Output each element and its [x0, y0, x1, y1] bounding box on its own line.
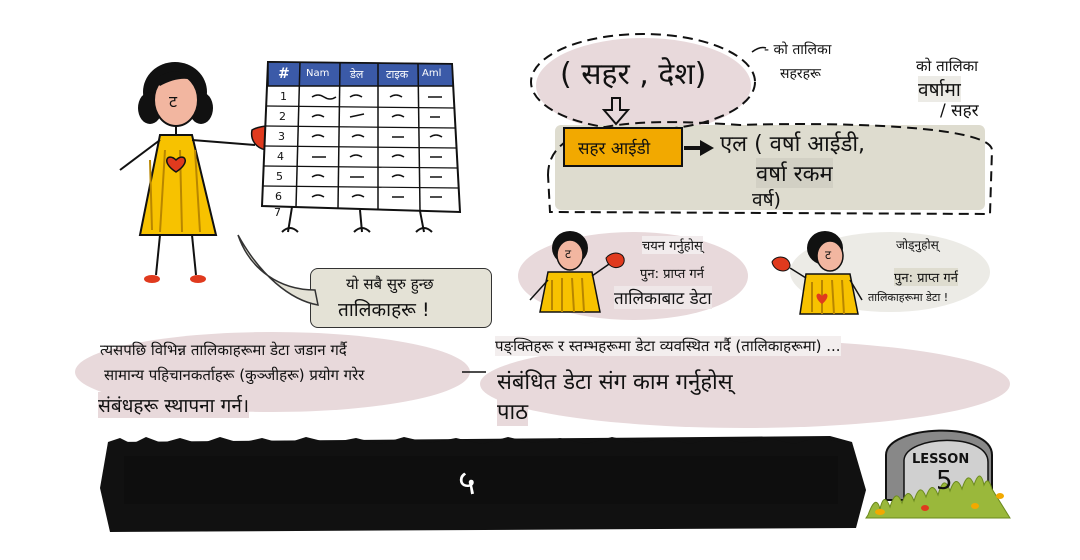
row-number: 6	[275, 190, 282, 203]
right-caption-line2: संबंधित डेटा संग काम गर्नुहोस्	[497, 370, 733, 395]
left-caption-line2: सामान्य पहिचानकर्ताहरू (कुञ्जीहरू) प्रयोग गरेर	[104, 366, 365, 384]
row-line2: वर्षा रकम	[756, 158, 833, 188]
row-number: 5	[276, 170, 283, 183]
select-line1: चयन गर्नुहोस्	[642, 236, 703, 254]
right-arrow-icon	[684, 140, 714, 156]
select-line2: पुन: प्राप्त गर्न	[640, 267, 704, 282]
table-header-tick: टाइक	[386, 68, 409, 81]
join-line2: पुन: प्राप्त गर्न	[894, 268, 958, 286]
join-line3: तालिकाहरूमा डेटा !	[868, 291, 949, 304]
table-header-amt: Aml	[422, 68, 442, 79]
join-line1: जोड्नुहोस्	[896, 238, 939, 252]
down-arrow-icon	[604, 98, 628, 124]
select-line3: तालिकाबाट डेटा	[614, 286, 712, 309]
banner-number: ५	[458, 463, 476, 503]
row-number: 2	[279, 110, 286, 123]
left-caption-line1: त्यसपछि विभिन्न तालिकाहरूमा डेटा जडान गर्दै	[100, 341, 347, 359]
banner-inner	[124, 456, 838, 504]
table-header-hash: #	[278, 66, 290, 82]
mini-person-left	[530, 231, 624, 312]
city-table-note2: सहरहरू	[780, 66, 821, 82]
speech-bubble-tail	[238, 235, 318, 305]
mini-person-right	[772, 231, 862, 314]
speech-bubble-line2: तालिकाहरू !	[338, 299, 430, 321]
table-header	[270, 66, 452, 84]
mini-person-left-label: ट	[565, 247, 572, 261]
person-label: ट	[169, 92, 178, 111]
speech-bubble-line1: यो सबै सुरु हुन्छ	[346, 275, 434, 293]
rain-table-note1: को तालिका	[916, 57, 979, 75]
row-number: 3	[278, 130, 285, 143]
row-line1: एल ( वर्षा आईडी,	[720, 132, 866, 157]
right-caption-line1: पङ्क्तिहरू र स्तम्भहरूमा डेटा व्यवस्थित गर्दै (तालिकाहरूमा) ...	[495, 337, 841, 355]
row-line3: वर्ष)	[752, 189, 781, 211]
table-drawing	[262, 62, 460, 232]
rain-table-note2: वर्षामा	[918, 76, 961, 102]
left-caption-line3: संबंधहरू स्थापना गर्न।	[98, 392, 249, 418]
right-caption-line3: पाठ	[497, 396, 528, 426]
table-header-name: Nam	[306, 68, 330, 79]
row-number: 1	[280, 90, 287, 103]
city-country-label: ( सहर , देश)	[560, 57, 707, 92]
row-number: 7	[274, 206, 281, 219]
table-header-del: डेल	[350, 68, 364, 81]
city-table-note1: - को तालिका	[764, 42, 832, 58]
row-number: 4	[277, 150, 284, 163]
mini-person-right-label: ट	[825, 248, 832, 262]
city-id-label: सहर आईडी	[578, 139, 651, 159]
rain-table-note3: / सहर	[940, 101, 979, 121]
lesson-label: LESSON	[912, 452, 970, 467]
lesson-number: 5	[936, 466, 953, 496]
